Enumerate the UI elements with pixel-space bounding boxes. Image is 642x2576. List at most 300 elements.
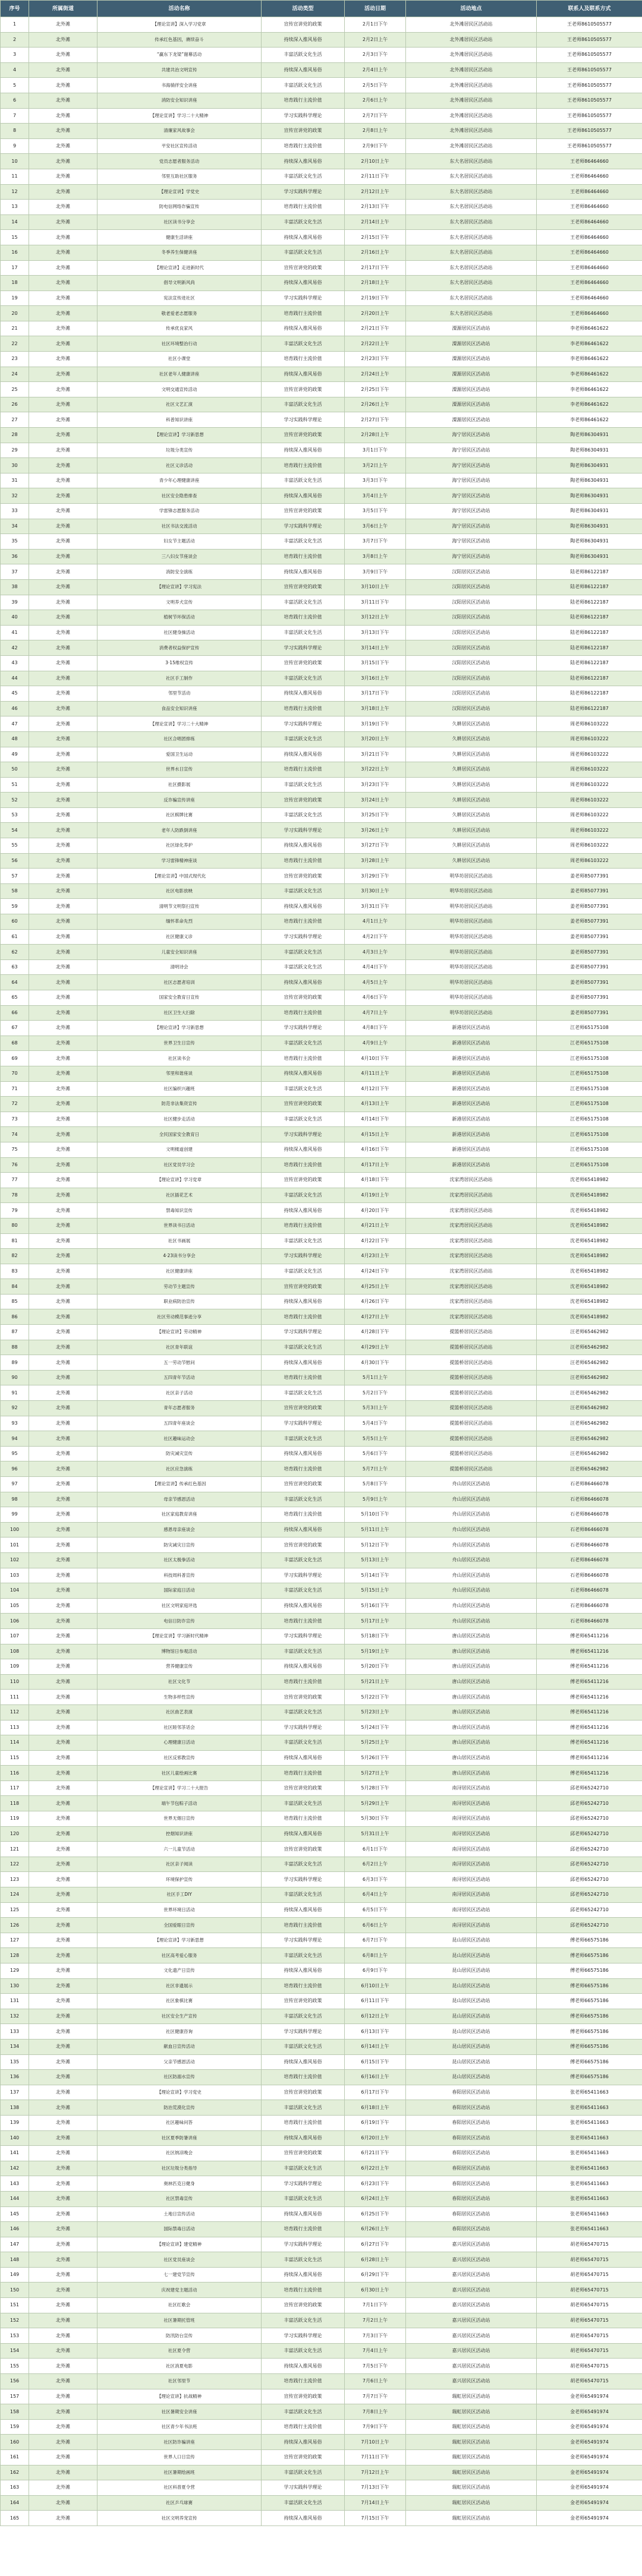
cell-activity-type: 宣传宣讲党的政策	[262, 1477, 345, 1492]
cell-activity-location: 瑞虹居民区活动站	[406, 2389, 537, 2404]
cell-index: 68	[1, 1036, 29, 1051]
table-row	[1, 1704, 642, 1720]
table-row	[1, 1735, 642, 1751]
cell-index: 122	[1, 1857, 29, 1872]
cell-activity-name: 社区禁毒宣传	[97, 2191, 262, 2206]
cell-activity-date: 6月13日下午	[345, 2024, 406, 2040]
cell-contact: 石老师86466078	[537, 1583, 642, 1599]
cell-index: 29	[1, 443, 29, 458]
cell-activity-date: 4月25日上午	[345, 1279, 406, 1295]
cell-activity-name: 青少年心理健康讲座	[97, 473, 262, 488]
cell-activity-name: “赢东下龙梁”谢幕活动	[97, 48, 262, 63]
cell-activity-date: 2月12日上午	[345, 184, 406, 200]
cell-activity-location: 舟山居民区活动站	[406, 1552, 537, 1568]
cell-activity-date: 6月2日上午	[345, 1857, 406, 1872]
cell-street: 北外滩	[29, 291, 97, 306]
cell-activity-location: 唐山居民区活动站	[406, 1735, 537, 1751]
table-row	[1, 1142, 642, 1157]
cell-activity-type: 丰富活跃文化生活	[262, 2039, 345, 2054]
cell-activity-date: 2月5日下午	[345, 78, 406, 93]
cell-activity-date: 5月1日上午	[345, 1370, 406, 1385]
cell-activity-name: 消防安全演练	[97, 564, 262, 580]
cell-index: 163	[1, 2480, 29, 2496]
cell-activity-name: 书海徜徉安全讲座	[97, 78, 262, 93]
cell-activity-name: 清明诗会	[97, 959, 262, 975]
cell-activity-date: 4月20日下午	[345, 1203, 406, 1218]
cell-activity-name: 社区象棋比赛	[97, 1994, 262, 2009]
cell-activity-type: 持续深入推风易俗	[262, 838, 345, 854]
cell-street: 北外滩	[29, 2389, 97, 2404]
cell-activity-type: 宣传宣讲党的政策	[262, 2298, 345, 2313]
cell-contact: 金老师65491974	[537, 2389, 642, 2404]
cell-contact: 汪老师65462982	[537, 1401, 642, 1416]
cell-street: 北外滩	[29, 1507, 97, 1523]
table-row	[1, 1385, 642, 1401]
cell-activity-location: 昆山居民区活动站	[406, 1978, 537, 1994]
cell-activity-type: 学习实践科学理论	[262, 2480, 345, 2496]
cell-activity-location: 汉阳居民区活动站	[406, 640, 537, 656]
cell-activity-type: 培育践行主流价值	[262, 1461, 345, 1477]
cell-activity-name: 父亲节感恩活动	[97, 2054, 262, 2070]
table-row	[1, 1507, 642, 1523]
cell-activity-name: 土地日宣传活动	[97, 2206, 262, 2222]
cell-street: 北外滩	[29, 124, 97, 139]
header-contact: 联系人及联系方式	[537, 1, 642, 17]
cell-activity-date: 5月30日下午	[345, 1811, 406, 1827]
table-row	[1, 1568, 642, 1583]
cell-index: 47	[1, 716, 29, 732]
cell-activity-name: 社区反邪教宣传	[97, 1750, 262, 1766]
table-row	[1, 1036, 642, 1051]
cell-activity-name: 社区手工制作	[97, 671, 262, 686]
cell-contact: 姜老师85077391	[537, 883, 642, 899]
cell-activity-date: 4月19日上午	[345, 1188, 406, 1203]
cell-activity-type: 学习实践科学理论	[262, 823, 345, 838]
cell-activity-type: 持续深入推风易俗	[262, 62, 345, 78]
cell-index: 131	[1, 1994, 29, 2009]
cell-activity-location: 久耕居民区活动站	[406, 853, 537, 869]
table-row	[1, 1021, 642, 1036]
cell-street: 北外滩	[29, 1385, 97, 1401]
cell-street: 北外滩	[29, 321, 97, 336]
cell-street: 北外滩	[29, 1887, 97, 1903]
cell-activity-date: 3月20日上午	[345, 731, 406, 747]
cell-street: 北外滩	[29, 48, 97, 63]
table-row	[1, 2465, 642, 2480]
cell-street: 北外滩	[29, 504, 97, 519]
cell-activity-location: 嘉兴居民区活动站	[406, 2267, 537, 2283]
cell-street: 北外滩	[29, 2191, 97, 2206]
table-row	[1, 214, 642, 230]
cell-activity-type: 学习实践科学理论	[262, 184, 345, 200]
cell-contact: 汪老师65462982	[537, 1385, 642, 1401]
cell-activity-name: 社区暑期安全讲座	[97, 2404, 262, 2420]
table-row	[1, 2450, 642, 2465]
cell-activity-date: 3月3日下午	[345, 473, 406, 488]
cell-activity-date: 5月7日上午	[345, 1461, 406, 1477]
cell-activity-name: 心理健康日活动	[97, 1735, 262, 1751]
cell-activity-name: 【理论宣讲】学习新思想	[97, 1933, 262, 1948]
cell-index: 64	[1, 975, 29, 990]
cell-activity-location: 舟山居民区活动站	[406, 1614, 537, 1629]
cell-index: 66	[1, 1005, 29, 1021]
cell-contact: 胡老师65470715	[537, 2343, 642, 2359]
cell-activity-type: 学习实践科学理论	[262, 1249, 345, 1264]
cell-street: 北外滩	[29, 2343, 97, 2359]
cell-activity-type: 丰富活跃文化生活	[262, 2009, 345, 2024]
cell-index: 129	[1, 1963, 29, 1979]
cell-activity-name: 【理论宣讲】学习二十大报告	[97, 1781, 262, 1796]
cell-activity-date: 3月2日上午	[345, 458, 406, 473]
cell-activity-date: 6月9日下午	[345, 1963, 406, 1979]
cell-index: 53	[1, 807, 29, 823]
cell-activity-location: 海宁居民区活动站	[406, 504, 537, 519]
table-row	[1, 975, 642, 990]
cell-street: 北外滩	[29, 579, 97, 595]
cell-activity-name: 社区纳凉晚会	[97, 2146, 262, 2161]
cell-contact: 姜老师85077391	[537, 975, 642, 990]
cell-street: 北外滩	[29, 2359, 97, 2374]
cell-activity-type: 持续深入推风易俗	[262, 1750, 345, 1766]
cell-activity-type: 学习实践科学理论	[262, 108, 345, 124]
cell-activity-date: 6月17日下午	[345, 2085, 406, 2100]
cell-activity-date: 3月15日下午	[345, 655, 406, 671]
cell-activity-date: 6月24日上午	[345, 2191, 406, 2206]
cell-contact: 傅老师66575186	[537, 1933, 642, 1948]
cell-activity-type: 培育践行主流价值	[262, 610, 345, 626]
table-row	[1, 1628, 642, 1644]
cell-index: 67	[1, 1021, 29, 1036]
cell-contact: 陶老师86304931	[537, 519, 642, 534]
table-row	[1, 443, 642, 458]
cell-activity-location: 明华坊居民区活动站	[406, 899, 537, 914]
cell-activity-type: 培育践行主流价值	[262, 1507, 345, 1523]
cell-activity-date: 2月6日上午	[345, 93, 406, 108]
table-row	[1, 2435, 642, 2450]
cell-activity-name: 社区防溺水宣传	[97, 2070, 262, 2085]
cell-activity-location: 汉阳居民区活动站	[406, 564, 537, 580]
cell-index: 82	[1, 1249, 29, 1264]
cell-street: 北外滩	[29, 2009, 97, 2024]
cell-activity-name: 倡导文明新风尚	[97, 276, 262, 291]
table-row	[1, 1173, 642, 1188]
cell-street: 北外滩	[29, 382, 97, 397]
cell-street: 北外滩	[29, 1036, 97, 1051]
cell-index: 40	[1, 610, 29, 626]
cell-street: 北外滩	[29, 200, 97, 215]
table-row	[1, 17, 642, 33]
header-activity-name: 活动名称	[97, 1, 262, 17]
cell-index: 50	[1, 762, 29, 778]
cell-activity-type: 持续深入推风易俗	[262, 1902, 345, 1918]
cell-activity-date: 5月10日下午	[345, 1507, 406, 1523]
cell-activity-type: 培育践行主流价值	[262, 1674, 345, 1690]
cell-contact: 王老师86464660	[537, 214, 642, 230]
cell-activity-name: 世界水日宣传	[97, 762, 262, 778]
cell-activity-type: 宣传宣讲党的政策	[262, 2450, 345, 2465]
cell-street: 北外滩	[29, 1598, 97, 1614]
cell-activity-location: 明华坊居民区活动站	[406, 1005, 537, 1021]
cell-activity-date: 3月23日下午	[345, 777, 406, 793]
cell-activity-type: 学习实践科学理论	[262, 2328, 345, 2344]
table-row	[1, 1598, 642, 1614]
table-row	[1, 1644, 642, 1659]
cell-index: 93	[1, 1416, 29, 1431]
cell-activity-location: 汉阳居民区活动站	[406, 701, 537, 716]
cell-contact: 沈老师65418982	[537, 1188, 642, 1203]
cell-activity-location: 唐山居民区活动站	[406, 1659, 537, 1675]
cell-contact: 金老师65491974	[537, 2404, 642, 2420]
cell-activity-type: 宣传宣讲党的政策	[262, 2146, 345, 2161]
table-row	[1, 1872, 642, 1887]
cell-contact: 傅老师66575186	[537, 1978, 642, 1994]
cell-index: 140	[1, 2130, 29, 2146]
cell-activity-location: 汉阳居民区活动站	[406, 595, 537, 610]
cell-street: 北外滩	[29, 1066, 97, 1081]
cell-street: 北外滩	[29, 975, 97, 990]
cell-index: 136	[1, 2070, 29, 2085]
cell-activity-name: 社区暑期绘画班	[97, 2465, 262, 2480]
cell-activity-date: 6月5日下午	[345, 1902, 406, 1918]
cell-activity-type: 丰富活跃文化生活	[262, 777, 345, 793]
cell-activity-type: 丰富活跃文化生活	[262, 1036, 345, 1051]
table-row	[1, 595, 642, 610]
cell-activity-date: 3月9日下午	[345, 564, 406, 580]
cell-activity-type: 丰富活跃文化生活	[262, 2100, 345, 2116]
cell-activity-date: 2月1日下午	[345, 17, 406, 33]
cell-contact: 王老师8610505577	[537, 48, 642, 63]
cell-activity-name: 【理论宣讲】深入学习党章	[97, 17, 262, 33]
cell-street: 北外滩	[29, 2435, 97, 2450]
header-activity-location: 活动地点	[406, 1, 537, 17]
cell-contact: 傅老师66575186	[537, 1994, 642, 2009]
cell-index: 126	[1, 1918, 29, 1933]
cell-index: 96	[1, 1461, 29, 1477]
cell-street: 北外滩	[29, 1735, 97, 1751]
table-row	[1, 2313, 642, 2328]
cell-activity-date: 6月27日下午	[345, 2237, 406, 2252]
cell-activity-type: 丰富活跃文化生活	[262, 1385, 345, 1401]
cell-activity-location: 嘉兴居民区活动站	[406, 2359, 537, 2374]
cell-activity-location: 久耕居民区活动站	[406, 716, 537, 732]
cell-index: 121	[1, 1842, 29, 1857]
cell-activity-location: 北外滩居民区活动站	[406, 48, 537, 63]
table-row	[1, 1416, 642, 1431]
cell-index: 85	[1, 1294, 29, 1309]
cell-activity-name: 社区党员座谈会	[97, 2252, 262, 2268]
cell-index: 10	[1, 154, 29, 169]
cell-index: 42	[1, 640, 29, 656]
cell-contact: 傅老师66575186	[537, 2054, 642, 2070]
cell-activity-type: 学习实践科学理论	[262, 1628, 345, 1644]
cell-contact: 张老师65411663	[537, 2191, 642, 2206]
cell-index: 110	[1, 1674, 29, 1690]
cell-street: 北外滩	[29, 2267, 97, 2283]
cell-activity-type: 丰富活跃文化生活	[262, 945, 345, 960]
cell-activity-location: 沈家湾居民区活动站	[406, 1188, 537, 1203]
cell-street: 北外滩	[29, 1704, 97, 1720]
cell-index: 13	[1, 200, 29, 215]
cell-activity-name: 【理论宣讲】建党精神	[97, 2237, 262, 2252]
cell-activity-date: 6月10日上午	[345, 1978, 406, 1994]
cell-activity-type: 学习实践科学理论	[262, 1568, 345, 1583]
cell-activity-date: 4月13日上午	[345, 1097, 406, 1112]
header-index: 序号	[1, 1, 29, 17]
table-row	[1, 291, 642, 306]
cell-index: 6	[1, 93, 29, 108]
cell-activity-location: 提篮桥居民区活动站	[406, 1416, 537, 1431]
cell-contact: 陆老师86122187	[537, 610, 642, 626]
cell-activity-location: 提篮桥居民区活动站	[406, 1446, 537, 1461]
table-row	[1, 2374, 642, 2389]
cell-activity-date: 6月8日上午	[345, 1948, 406, 1963]
cell-activity-location: 嘉兴居民区活动站	[406, 2328, 537, 2344]
cell-activity-location: 瑞虹居民区活动站	[406, 2450, 537, 2465]
cell-contact: 邱老师65242710	[537, 1781, 642, 1796]
cell-activity-name: 社区暑期托管班	[97, 2313, 262, 2328]
cell-contact: 傅老师66575186	[537, 1963, 642, 1979]
cell-activity-date: 5月8日下午	[345, 1477, 406, 1492]
cell-contact: 石老师86466078	[537, 1522, 642, 1538]
cell-activity-location: 唐山居民区活动站	[406, 1674, 537, 1690]
cell-index: 14	[1, 214, 29, 230]
cell-street: 北外滩	[29, 367, 97, 382]
cell-activity-location: 海宁居民区活动站	[406, 473, 537, 488]
cell-activity-location: 汉阳居民区活动站	[406, 655, 537, 671]
cell-activity-location: 昆山居民区活动站	[406, 2070, 537, 2085]
cell-activity-type: 丰富活跃文化生活	[262, 473, 345, 488]
cell-index: 70	[1, 1066, 29, 1081]
table-row	[1, 367, 642, 382]
cell-activity-name: 五四青年节活动	[97, 1370, 262, 1385]
cell-index: 105	[1, 1598, 29, 1614]
cell-activity-location: 舟山居民区活动站	[406, 1583, 537, 1599]
cell-activity-type: 培育践行主流价值	[262, 549, 345, 564]
cell-activity-location: 北外滩居民区活动站	[406, 93, 537, 108]
cell-activity-location: 新港居民区活动站	[406, 1097, 537, 1112]
cell-activity-location: 南浔居民区活动站	[406, 1902, 537, 1918]
cell-contact: 陆老师86122187	[537, 671, 642, 686]
cell-activity-name: 【理论宣讲】学习新思想	[97, 1021, 262, 1036]
cell-activity-location: 提篮桥居民区活动站	[406, 1401, 537, 1416]
cell-activity-date: 3月18日上午	[345, 701, 406, 716]
cell-index: 25	[1, 382, 29, 397]
cell-index: 132	[1, 2009, 29, 2024]
cell-index: 90	[1, 1370, 29, 1385]
cell-street: 北外滩	[29, 2450, 97, 2465]
cell-activity-location: 明华坊居民区活动站	[406, 959, 537, 975]
cell-contact: 王老师8610505577	[537, 138, 642, 154]
table-row	[1, 1948, 642, 1963]
cell-activity-name: 环境保护宣传	[97, 1872, 262, 1887]
cell-activity-location: 久耕居民区活动站	[406, 777, 537, 793]
table-row	[1, 2039, 642, 2054]
cell-street: 北外滩	[29, 473, 97, 488]
cell-contact: 金老师65491974	[537, 2419, 642, 2435]
table-row	[1, 2511, 642, 2526]
cell-contact: 江老师65175108	[537, 1127, 642, 1142]
cell-activity-type: 培育践行主流价值	[262, 2419, 345, 2435]
cell-contact: 傅老师65411216	[537, 1674, 642, 1690]
cell-activity-type: 培育践行主流价值	[262, 1309, 345, 1325]
cell-contact: 李老师86461622	[537, 367, 642, 382]
cell-activity-name: 防汛防台宣传	[97, 2328, 262, 2344]
cell-index: 11	[1, 169, 29, 184]
cell-street: 北外滩	[29, 2465, 97, 2480]
cell-contact: 傅老师66575186	[537, 1948, 642, 1963]
cell-activity-location: 明华坊居民区活动站	[406, 945, 537, 960]
cell-activity-date: 3月24日上午	[345, 793, 406, 808]
table-row	[1, 2283, 642, 2298]
cell-activity-type: 持续深入推风易俗	[262, 367, 345, 382]
cell-activity-date: 2月19日下午	[345, 291, 406, 306]
cell-activity-date: 5月31日上午	[345, 1826, 406, 1842]
cell-activity-location: 明华坊居民区活动站	[406, 883, 537, 899]
table-row	[1, 1842, 642, 1857]
cell-activity-location: 沈家湾居民区活动站	[406, 1218, 537, 1233]
cell-index: 17	[1, 260, 29, 276]
cell-activity-type: 丰富活跃文化生活	[262, 1583, 345, 1599]
cell-activity-date: 7月6日上午	[345, 2374, 406, 2389]
cell-activity-date: 5月11日上午	[345, 1522, 406, 1538]
cell-activity-date: 5月4日下午	[345, 1416, 406, 1431]
cell-contact: 陶老师86304931	[537, 488, 642, 504]
table-row	[1, 1431, 642, 1447]
cell-activity-date: 7月14日上午	[345, 2495, 406, 2511]
cell-contact: 张老师65411663	[537, 2115, 642, 2130]
cell-contact: 石老师86466078	[537, 1538, 642, 1553]
cell-activity-location: 东大名居民区活动站	[406, 200, 537, 215]
cell-contact: 陶老师86304931	[537, 458, 642, 473]
cell-activity-type: 丰富活跃文化生活	[262, 534, 345, 550]
cell-activity-location: 明华坊居民区活动站	[406, 914, 537, 930]
cell-index: 16	[1, 245, 29, 260]
cell-street: 北外滩	[29, 2511, 97, 2526]
cell-activity-type: 丰富活跃文化生活	[262, 731, 345, 747]
cell-activity-type: 持续深入推风易俗	[262, 1203, 345, 1218]
table-row	[1, 488, 642, 504]
cell-index: 45	[1, 686, 29, 702]
cell-activity-type: 丰富活跃文化生活	[262, 2495, 345, 2511]
cell-activity-type: 丰富活跃文化生活	[262, 1340, 345, 1355]
cell-index: 54	[1, 823, 29, 838]
cell-index: 74	[1, 1127, 29, 1142]
cell-index: 5	[1, 78, 29, 93]
cell-index: 19	[1, 291, 29, 306]
cell-activity-date: 7月10日上午	[345, 2435, 406, 2450]
cell-index: 4	[1, 62, 29, 78]
cell-street: 北外滩	[29, 1583, 97, 1599]
cell-contact: 傅老师65411216	[537, 1720, 642, 1735]
cell-activity-location: 海宁居民区活动站	[406, 488, 537, 504]
cell-activity-name: 母亲节感恩活动	[97, 1492, 262, 1507]
table-row	[1, 1279, 642, 1295]
cell-activity-type: 丰富活跃文化生活	[262, 1796, 345, 1811]
cell-contact: 胡老师65470715	[537, 2374, 642, 2389]
cell-activity-name: 世界卫生日宣传	[97, 1036, 262, 1051]
cell-activity-type: 培育践行主流价值	[262, 762, 345, 778]
cell-activity-date: 3月10日上午	[345, 579, 406, 595]
cell-activity-location: 舟山居民区活动站	[406, 1568, 537, 1583]
cell-street: 北外滩	[29, 306, 97, 321]
cell-activity-type: 培育践行主流价值	[262, 458, 345, 473]
cell-contact: 石老师86466078	[537, 1507, 642, 1523]
cell-index: 103	[1, 1568, 29, 1583]
cell-contact: 张老师65411663	[537, 2161, 642, 2176]
cell-activity-type: 丰富活跃文化生活	[262, 1552, 345, 1568]
cell-activity-location: 溧源居民区活动站	[406, 321, 537, 336]
cell-activity-date: 4月27日上午	[345, 1309, 406, 1325]
